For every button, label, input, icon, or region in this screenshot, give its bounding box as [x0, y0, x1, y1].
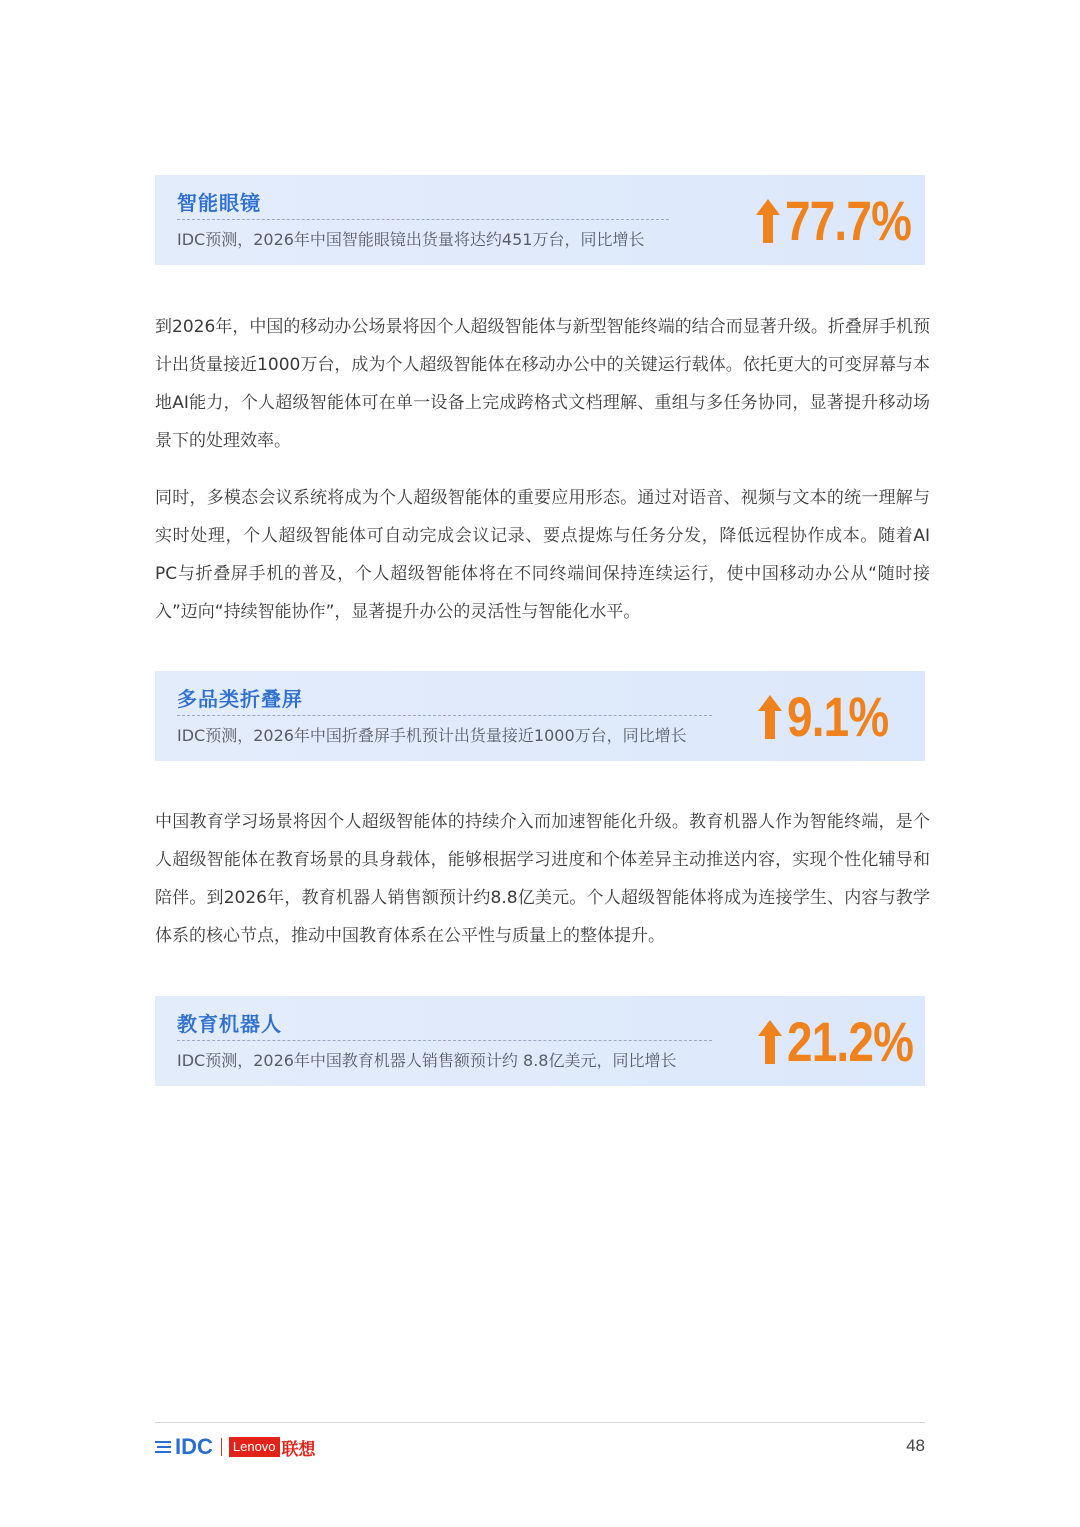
- stat-callout-smart-glasses: [155, 175, 925, 265]
- footer-divider: [155, 1422, 925, 1423]
- body-paragraph: 同时，多模态会议系统将成为个人超级智能体的重要应用形态。通过对语音、视频与文本的统一理解与实时处理，个人超级智能体可自动完成会议记录、要点提炼与任务分发，降低远程协作成本。随着AI PC与折叠屏手机的普及，个人超级智能体将在不同终端间保持连续运行，使中国移动办公从“随时接入”迈向“持续智能协作”，显著提升办公的灵活性与智能化水平。: [155, 488, 930, 622]
- callout-divider: [177, 715, 712, 716]
- callout-divider: [177, 1040, 712, 1041]
- callout-title: 智能眼镜: [177, 191, 261, 215]
- growth-value: 21.2%: [787, 1010, 914, 1073]
- stat-callout-foldable: [155, 671, 925, 761]
- callout-title: 教育机器人: [177, 1012, 282, 1036]
- arrow-up-icon: [757, 693, 783, 741]
- stat-callout-education-robot: [155, 996, 925, 1086]
- arrow-up-icon: [755, 197, 781, 245]
- arrow-up-icon: [757, 1018, 783, 1066]
- callout-description: IDC预测，2026年中国折叠屏手机预计出货量接近1000万台，同比增长: [177, 726, 687, 745]
- footer-logos: [155, 1434, 316, 1460]
- logo-separator: [221, 1438, 222, 1456]
- callout-divider: [177, 219, 669, 220]
- callout-description: IDC预测，2026年中国智能眼镜出货量将达约451万台，同比增长: [177, 230, 645, 249]
- page-number: 48: [906, 1436, 925, 1455]
- growth-value: 77.7%: [785, 189, 912, 252]
- callout-description: IDC预测，2026年中国教育机器人销售额预计约 8.8亿美元，同比增长: [177, 1051, 677, 1070]
- callout-title: 多品类折叠屏: [177, 687, 303, 711]
- body-paragraph: 中国教育学习场景将因个人超级智能体的持续介入而加速智能化升级。教育机器人作为智能终端，是个人超级智能体在教育场景的具身载体，能够根据学习进度和个体差异主动推送内容，实现个性化辅导和陪伴。到2026年，教育机器人销售额预计约8.8亿美元。个人超级智能体将成为连接学生、内容与教学体系的核心节点，推动中国教育体系在公平性与质量上的整体提升。: [155, 812, 930, 946]
- idc-logo-text: IDC: [175, 1434, 213, 1459]
- idc-lines-icon: [155, 1440, 173, 1454]
- body-paragraph: 到2026年，中国的移动办公场景将因个人超级智能体与新型智能终端的结合而显著升级。折叠屏手机预计出货量接近1000万台，成为个人超级智能体在移动办公中的关键运行载体。依托更大的可变屏幕与本地AI能力，个人超级智能体可在单一设备上完成跨格式文档理解、重组与多任务协同，显著提升移动场景下的处理效率。: [155, 317, 930, 451]
- growth-stat: [757, 687, 911, 747]
- growth-stat: [757, 1012, 941, 1072]
- idc-logo: [155, 1434, 213, 1460]
- lenovo-logo: Lenovo: [229, 1437, 280, 1457]
- lenovo-cn-logo: 联想: [281, 1439, 316, 1460]
- growth-value: 9.1%: [787, 685, 889, 748]
- growth-stat: [755, 191, 939, 251]
